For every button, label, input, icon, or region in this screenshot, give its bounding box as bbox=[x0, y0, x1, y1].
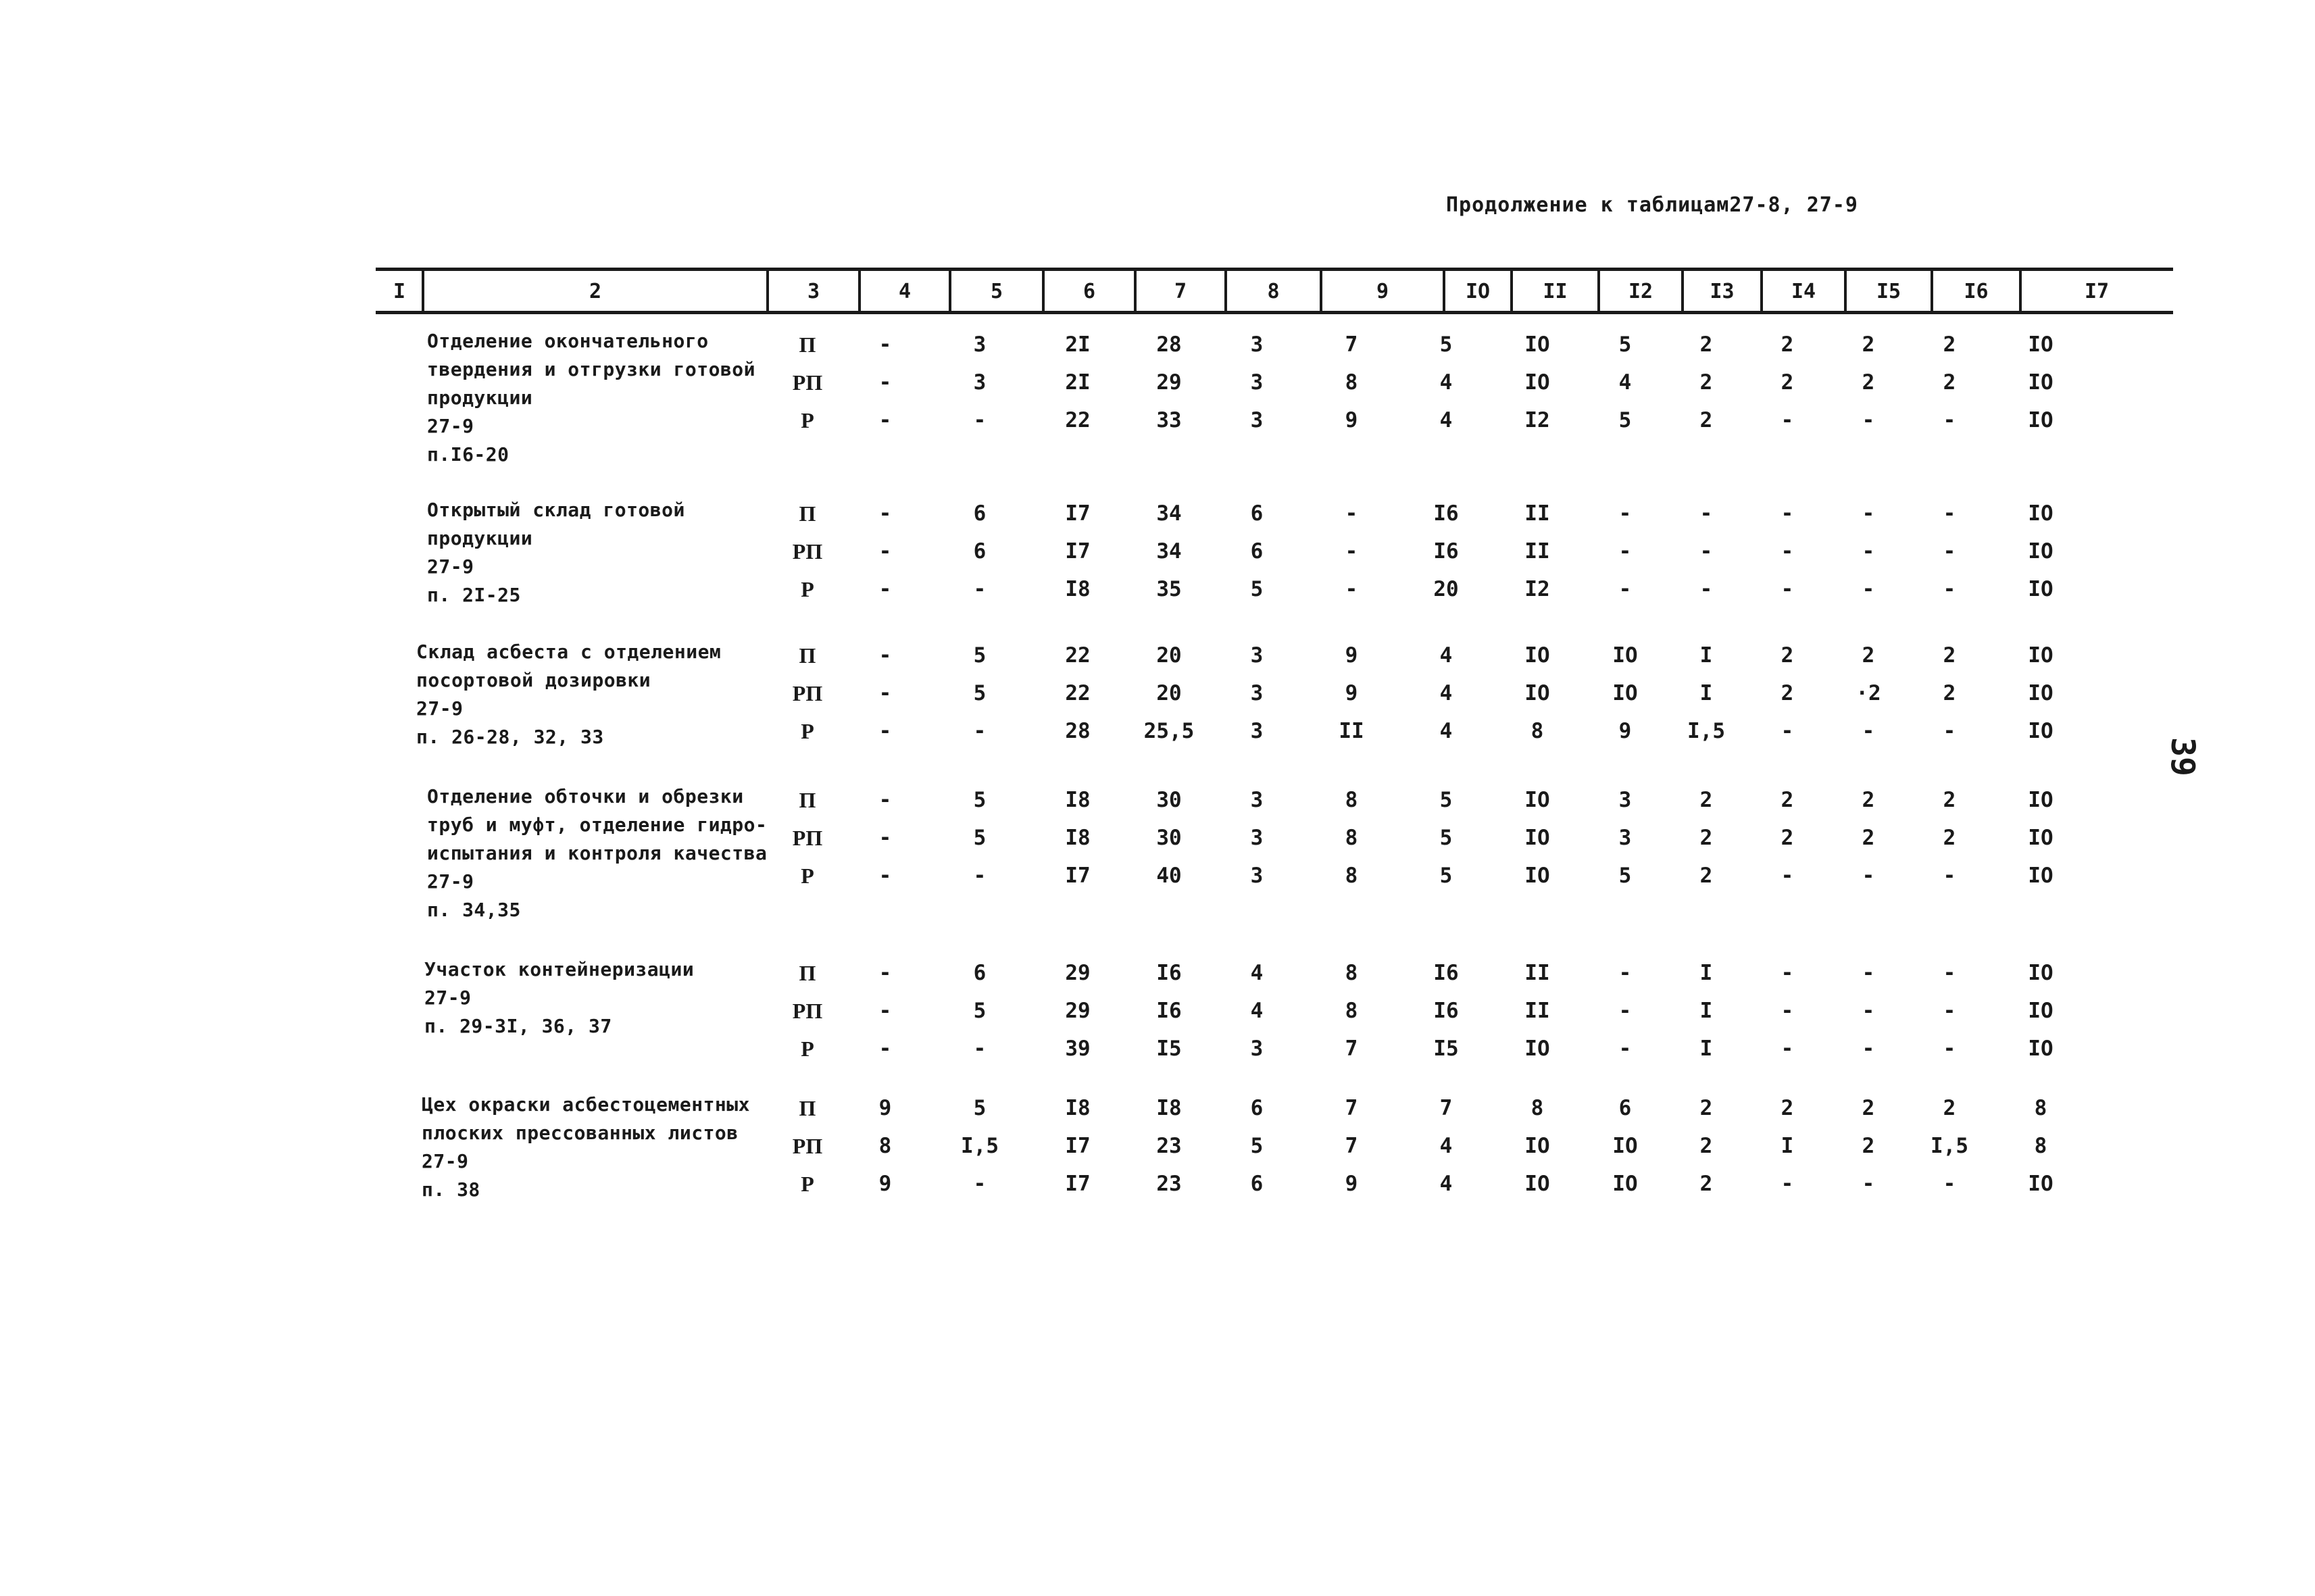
table-cell: IO bbox=[2028, 826, 2053, 850]
row-type-label: Р bbox=[801, 719, 814, 743]
table-cell: 2 bbox=[1943, 826, 1956, 850]
table-cell: 2I bbox=[1065, 332, 1091, 357]
table-cell: IO bbox=[1524, 788, 1550, 812]
column-header-4: 4 bbox=[898, 280, 912, 303]
table-cell: IO bbox=[1524, 1172, 1550, 1196]
table-cell: 25,5 bbox=[1143, 719, 1195, 743]
table-cell: IO bbox=[1612, 681, 1638, 705]
table-cell: - bbox=[1862, 1172, 1875, 1196]
table-cell: 5 bbox=[1618, 408, 1632, 432]
row-description: Цех окраски асбестоцементных плоских прессованных листов 27-9 п. 38 bbox=[422, 1093, 751, 1201]
table-cell: - bbox=[1781, 501, 1794, 526]
table-cell: 5 bbox=[973, 681, 987, 705]
table-cell: 2 bbox=[1699, 408, 1713, 432]
row-type-label: РП bbox=[792, 370, 823, 395]
table-cell: I2 bbox=[1524, 577, 1550, 601]
table-cell: 30 bbox=[1156, 788, 1182, 812]
table-cell: 7 bbox=[1345, 1096, 1358, 1120]
table-cell: 9 bbox=[1345, 643, 1358, 668]
table-cell: - bbox=[1781, 539, 1794, 564]
table-cell: 2 bbox=[1862, 643, 1875, 668]
table-cell: 3 bbox=[1250, 408, 1264, 432]
table-cell: - bbox=[1618, 961, 1632, 985]
table-cell: - bbox=[973, 1172, 987, 1196]
table-cell: 34 bbox=[1156, 539, 1182, 564]
table-cell: 22 bbox=[1065, 681, 1091, 705]
table-cell: 5 bbox=[973, 1096, 987, 1120]
column-header-5: 5 bbox=[990, 280, 1003, 303]
table-cell: 4 bbox=[1439, 681, 1453, 705]
table-cell: IO bbox=[2028, 961, 2053, 985]
table-cell: 20 bbox=[1433, 577, 1459, 601]
table-cell: - bbox=[878, 681, 892, 705]
table-cell: 3 bbox=[1250, 719, 1264, 743]
table-cell: II bbox=[1524, 539, 1550, 564]
column-header-9: 9 bbox=[1376, 280, 1389, 303]
row-type-label: Р bbox=[801, 408, 814, 432]
table-cell: 3 bbox=[1250, 643, 1264, 668]
table-cell: IO bbox=[1524, 332, 1550, 357]
table-cell: I6 bbox=[1156, 999, 1182, 1023]
table-cell: I6 bbox=[1156, 961, 1182, 985]
table-cell: 3 bbox=[1250, 1037, 1264, 1061]
table-cell: 3 bbox=[1250, 788, 1264, 812]
table-cell: - bbox=[878, 826, 892, 850]
table-cell: - bbox=[1862, 719, 1875, 743]
table-cell: I,5 bbox=[1687, 719, 1725, 743]
table-cell: 8 bbox=[878, 1134, 892, 1158]
table-cell: I6 bbox=[1433, 539, 1459, 564]
table-cell: 2 bbox=[1699, 332, 1713, 357]
table-cell: IO bbox=[2028, 577, 2053, 601]
table-cell: I6 bbox=[1433, 501, 1459, 526]
table-cell: - bbox=[1345, 539, 1358, 564]
table-cell: II bbox=[1339, 719, 1364, 743]
table-cell: IO bbox=[1612, 643, 1638, 668]
table-cell: 6 bbox=[973, 539, 987, 564]
table-cell: I8 bbox=[1065, 788, 1091, 812]
table-cell: - bbox=[878, 788, 892, 812]
column-header-17: I7 bbox=[2084, 280, 2110, 303]
table-cell: 2 bbox=[1781, 788, 1794, 812]
table-cell: 2 bbox=[1862, 1096, 1875, 1120]
table-cell: - bbox=[878, 961, 892, 985]
table-cell: I6 bbox=[1433, 961, 1459, 985]
table-cell: 9 bbox=[1345, 1172, 1358, 1196]
table-cell: 5 bbox=[1618, 864, 1632, 888]
table-cell: - bbox=[1699, 539, 1713, 564]
table-cell: 22 bbox=[1065, 408, 1091, 432]
table-cell: IO bbox=[2028, 643, 2053, 668]
table-cell: 5 bbox=[1439, 332, 1453, 357]
table-cell: - bbox=[973, 1037, 987, 1061]
table-cell: - bbox=[878, 408, 892, 432]
table-cell: 5 bbox=[1618, 332, 1632, 357]
table-cell: - bbox=[1699, 501, 1713, 526]
table-cell: I,5 bbox=[1931, 1134, 1968, 1158]
table-cell: 2 bbox=[1943, 681, 1956, 705]
table-cell: 2 bbox=[1943, 370, 1956, 395]
table-cell: ·2 bbox=[1856, 681, 1881, 705]
table-cell: - bbox=[1618, 501, 1632, 526]
table-cell: 39 bbox=[1065, 1037, 1091, 1061]
table-cell: I8 bbox=[1065, 577, 1091, 601]
table-cell: 3 bbox=[1250, 864, 1264, 888]
table-cell: - bbox=[1943, 408, 1956, 432]
table-cell: - bbox=[1862, 961, 1875, 985]
table-cell: I bbox=[1699, 643, 1713, 668]
table-cell: 2 bbox=[1699, 1096, 1713, 1120]
table-cell: 22 bbox=[1065, 643, 1091, 668]
table-cell: IO bbox=[2028, 501, 2053, 526]
table-cell: 2 bbox=[1781, 332, 1794, 357]
row-description: Отделение окончательного твердения и отгрузки готовой продукции 27-9 п.I6-20 bbox=[427, 330, 756, 466]
table-cell: IO bbox=[2028, 539, 2053, 564]
table-cell: 6 bbox=[1250, 501, 1264, 526]
page-number: 39 bbox=[2164, 737, 2201, 776]
table-cell: 8 bbox=[1345, 370, 1358, 395]
table-cell: 23 bbox=[1156, 1172, 1182, 1196]
table-cell: IO bbox=[1524, 826, 1550, 850]
table-cell: 5 bbox=[973, 826, 987, 850]
row-type-label: Р bbox=[801, 1172, 814, 1196]
column-header-7: 7 bbox=[1174, 280, 1187, 303]
row-type-label: П bbox=[799, 961, 816, 985]
table-cell: - bbox=[1781, 408, 1794, 432]
column-header-12: I2 bbox=[1628, 280, 1653, 303]
table-cell: - bbox=[878, 719, 892, 743]
table-cell: - bbox=[878, 370, 892, 395]
table-cell: - bbox=[1862, 999, 1875, 1023]
table-cell: 29 bbox=[1065, 999, 1091, 1023]
table-cell: - bbox=[1618, 999, 1632, 1023]
table-cell: 8 bbox=[1345, 999, 1358, 1023]
table-cell: - bbox=[878, 1037, 892, 1061]
table-cell: - bbox=[878, 577, 892, 601]
table-cell: 8 bbox=[1530, 719, 1544, 743]
table-cell: 5 bbox=[1439, 788, 1453, 812]
table-cell: I7 bbox=[1065, 1134, 1091, 1158]
table-cell: - bbox=[878, 501, 892, 526]
table-cell: - bbox=[878, 332, 892, 357]
table-cell: IO bbox=[1524, 370, 1550, 395]
table-cell: 2 bbox=[1862, 826, 1875, 850]
table-cell: 4 bbox=[1439, 370, 1453, 395]
table-cell: 9 bbox=[1345, 408, 1358, 432]
table-cell: 23 bbox=[1156, 1134, 1182, 1158]
table-cell: 2 bbox=[1699, 1134, 1713, 1158]
table-cell: 8 bbox=[1345, 826, 1358, 850]
table-cell: - bbox=[973, 719, 987, 743]
table-cell: I bbox=[1699, 1037, 1713, 1061]
table-cell: IO bbox=[2028, 332, 2053, 357]
table-cell: IO bbox=[1524, 643, 1550, 668]
table-cell: IO bbox=[2028, 681, 2053, 705]
table-cell: 6 bbox=[973, 961, 987, 985]
table-cell: 4 bbox=[1439, 719, 1453, 743]
table-cell: II bbox=[1524, 961, 1550, 985]
table-cell: 3 bbox=[1250, 332, 1264, 357]
table-cell: 5 bbox=[973, 999, 987, 1023]
column-header-13: I3 bbox=[1710, 280, 1735, 303]
table-cell: - bbox=[1862, 539, 1875, 564]
table-cell: IO bbox=[1524, 864, 1550, 888]
table-cell: 8 bbox=[1345, 961, 1358, 985]
table-cell: 5 bbox=[1439, 864, 1453, 888]
table-cell: 3 bbox=[973, 370, 987, 395]
table-cell: - bbox=[1345, 501, 1358, 526]
table-cell: - bbox=[1943, 1172, 1956, 1196]
table-cell: 2 bbox=[1862, 788, 1875, 812]
table-cell: 2I bbox=[1065, 370, 1091, 395]
table-cell: I8 bbox=[1065, 826, 1091, 850]
table-cell: IO bbox=[2028, 370, 2053, 395]
table-cell: IO bbox=[1524, 681, 1550, 705]
row-type-label: П bbox=[799, 501, 816, 526]
table-cell: 2 bbox=[1699, 370, 1713, 395]
table-cell: I7 bbox=[1065, 864, 1091, 888]
table-cell: 8 bbox=[2034, 1134, 2047, 1158]
table-cell: - bbox=[1618, 1037, 1632, 1061]
table-cell: - bbox=[1943, 539, 1956, 564]
row-type-label: Р bbox=[801, 1037, 814, 1061]
table-cell: 2 bbox=[1943, 788, 1956, 812]
column-header-6: 6 bbox=[1082, 280, 1096, 303]
table-cell: 9 bbox=[878, 1096, 892, 1120]
table-cell: 33 bbox=[1156, 408, 1182, 432]
table-cell: 2 bbox=[1699, 788, 1713, 812]
row-type-label: РП bbox=[792, 826, 823, 850]
table-cell: I bbox=[1699, 961, 1713, 985]
table-cell: 2 bbox=[1943, 332, 1956, 357]
table-cell: - bbox=[1781, 864, 1794, 888]
table-cell: I bbox=[1699, 681, 1713, 705]
table-cell: 6 bbox=[973, 501, 987, 526]
table-cell: I bbox=[1781, 1134, 1794, 1158]
table-cell: 2 bbox=[1781, 1096, 1794, 1120]
table-cell: 9 bbox=[1345, 681, 1358, 705]
table-cell: 2 bbox=[1699, 826, 1713, 850]
table-cell: 6 bbox=[1250, 1172, 1264, 1196]
table-cell: 2 bbox=[1862, 1134, 1875, 1158]
table-cell: IO bbox=[1524, 1037, 1550, 1061]
row-description: Открытый склад готовой продукции 27-9 п. 2I-25 bbox=[427, 499, 685, 606]
table-cell: 7 bbox=[1345, 1037, 1358, 1061]
table-cell: 5 bbox=[1250, 577, 1264, 601]
table-cell: 5 bbox=[973, 643, 987, 668]
table-top-rule bbox=[376, 268, 2173, 271]
table-cell: - bbox=[973, 864, 987, 888]
table-cell: - bbox=[1943, 577, 1956, 601]
table-cell: I7 bbox=[1065, 1172, 1091, 1196]
table-cell: - bbox=[1618, 539, 1632, 564]
column-header-10: IO bbox=[1465, 280, 1491, 303]
table-cell: - bbox=[1862, 864, 1875, 888]
table-cell: IO bbox=[2028, 719, 2053, 743]
table-cell: - bbox=[1618, 577, 1632, 601]
table-cell: IO bbox=[2028, 408, 2053, 432]
table-cell: I2 bbox=[1524, 408, 1550, 432]
table-cell: 2 bbox=[1862, 332, 1875, 357]
column-header-3: 3 bbox=[807, 280, 820, 303]
table-cell: IO bbox=[1524, 1134, 1550, 1158]
table-cell: - bbox=[878, 864, 892, 888]
table-cell: 35 bbox=[1156, 577, 1182, 601]
table-cell: - bbox=[1781, 577, 1794, 601]
row-type-label: Р bbox=[801, 577, 814, 601]
row-description: Склад асбеста с отделением посортовой дозировки 27-9 п. 26-28, 32, 33 bbox=[416, 641, 722, 748]
table-cell: - bbox=[973, 577, 987, 601]
table-cell: 2 bbox=[1862, 370, 1875, 395]
table-cell: 4 bbox=[1439, 643, 1453, 668]
table-cell: - bbox=[1943, 999, 1956, 1023]
table-cell: 34 bbox=[1156, 501, 1182, 526]
row-type-label: РП bbox=[792, 1134, 823, 1158]
table-cell: - bbox=[1943, 1037, 1956, 1061]
table-cell: I7 bbox=[1065, 539, 1091, 564]
table-cell: IO bbox=[2028, 999, 2053, 1023]
column-header-15: I5 bbox=[1876, 280, 1901, 303]
table-cell: IO bbox=[2028, 1037, 2053, 1061]
table-cell: 28 bbox=[1065, 719, 1091, 743]
table-cell: 2 bbox=[1781, 681, 1794, 705]
table-cell: 20 bbox=[1156, 643, 1182, 668]
table-cell: 4 bbox=[1439, 408, 1453, 432]
table-cell: 2 bbox=[1699, 1172, 1713, 1196]
table-cell: 3 bbox=[1618, 826, 1632, 850]
table-cell: 4 bbox=[1439, 1134, 1453, 1158]
table-cell: 8 bbox=[1345, 864, 1358, 888]
table-cell: - bbox=[1781, 1037, 1794, 1061]
row-type-label: П bbox=[799, 332, 816, 357]
table-cell: - bbox=[878, 643, 892, 668]
table-cell: - bbox=[1943, 864, 1956, 888]
table-cell: 7 bbox=[1345, 1134, 1358, 1158]
table-cell: 2 bbox=[1699, 864, 1713, 888]
table-cell: 7 bbox=[1345, 332, 1358, 357]
table-cell: - bbox=[1862, 577, 1875, 601]
table-cell: 5 bbox=[1250, 1134, 1264, 1158]
table-cell: 6 bbox=[1250, 539, 1264, 564]
table-cell: I8 bbox=[1156, 1096, 1182, 1120]
table-cell: 2 bbox=[1943, 643, 1956, 668]
table-cell: - bbox=[1862, 1037, 1875, 1061]
row-type-label: П bbox=[799, 788, 816, 812]
table-cell: IO bbox=[2028, 788, 2053, 812]
row-type-label: РП bbox=[792, 539, 823, 564]
row-type-label: РП bbox=[792, 681, 823, 705]
column-header-1: I bbox=[393, 280, 406, 303]
table-cell: 29 bbox=[1156, 370, 1182, 395]
table-cell: 2 bbox=[1781, 643, 1794, 668]
table-cell: - bbox=[878, 539, 892, 564]
table-cell: 8 bbox=[2034, 1096, 2047, 1120]
table-cell: 7 bbox=[1439, 1096, 1453, 1120]
table-cell: 4 bbox=[1250, 961, 1264, 985]
table-cell: 30 bbox=[1156, 826, 1182, 850]
table-cell: 3 bbox=[1250, 826, 1264, 850]
table-cell: 4 bbox=[1618, 370, 1632, 395]
table-cell: 6 bbox=[1250, 1096, 1264, 1120]
table-cell: - bbox=[1781, 961, 1794, 985]
row-description: Отделение обточки и обрезки труб и муфт, отделение гидро- испытания и контроля качества 27-9 п. 34,35 bbox=[427, 785, 768, 921]
table-cell: I bbox=[1699, 999, 1713, 1023]
table-cell: 4 bbox=[1250, 999, 1264, 1023]
table-cell: 3 bbox=[973, 332, 987, 357]
table-caption: Продолжение к таблицам27-8, 27-9 bbox=[1446, 193, 1858, 217]
table-cell: I7 bbox=[1065, 501, 1091, 526]
column-header-16: I6 bbox=[1964, 280, 1989, 303]
table-cell: IO bbox=[1612, 1134, 1638, 1158]
table-cell: 5 bbox=[1439, 826, 1453, 850]
table-cell: II bbox=[1524, 501, 1550, 526]
column-header-14: I4 bbox=[1791, 280, 1816, 303]
table-cell: 2 bbox=[1943, 1096, 1956, 1120]
column-header-11: II bbox=[1543, 280, 1568, 303]
table-cell: 9 bbox=[1618, 719, 1632, 743]
table-cell: - bbox=[1862, 408, 1875, 432]
table-cell: - bbox=[878, 999, 892, 1023]
table-cell: - bbox=[973, 408, 987, 432]
row-type-label: РП bbox=[792, 999, 823, 1023]
table-cell: 6 bbox=[1618, 1096, 1632, 1120]
table-cell: - bbox=[1943, 501, 1956, 526]
table-cell: 29 bbox=[1065, 961, 1091, 985]
table-cell: I6 bbox=[1433, 999, 1459, 1023]
table-cell: 20 bbox=[1156, 681, 1182, 705]
table-cell: IO bbox=[2028, 1172, 2053, 1196]
table-cell: 3 bbox=[1618, 788, 1632, 812]
table-cell: - bbox=[1862, 501, 1875, 526]
table-cell: 2 bbox=[1781, 826, 1794, 850]
table-cell: - bbox=[1345, 577, 1358, 601]
table-cell: 28 bbox=[1156, 332, 1182, 357]
column-header-2: 2 bbox=[589, 280, 602, 303]
table-cell: 9 bbox=[878, 1172, 892, 1196]
table-cell: 4 bbox=[1439, 1172, 1453, 1196]
table-cell: - bbox=[1781, 1172, 1794, 1196]
table-cell: I,5 bbox=[961, 1134, 999, 1158]
row-type-label: П bbox=[799, 643, 816, 668]
table-cell: 8 bbox=[1345, 788, 1358, 812]
table-cell: - bbox=[1781, 999, 1794, 1023]
row-type-label: П bbox=[799, 1096, 816, 1120]
row-type-label: Р bbox=[801, 864, 814, 888]
table-cell: 5 bbox=[973, 788, 987, 812]
table-cell: 2 bbox=[1781, 370, 1794, 395]
table-cell: I8 bbox=[1065, 1096, 1091, 1120]
table-cell: I5 bbox=[1156, 1037, 1182, 1061]
table-header-rule bbox=[376, 311, 2173, 314]
table-cell: IO bbox=[1612, 1172, 1638, 1196]
table-cell: - bbox=[1781, 719, 1794, 743]
table-cell: 3 bbox=[1250, 681, 1264, 705]
table-cell: 3 bbox=[1250, 370, 1264, 395]
column-header-8: 8 bbox=[1267, 280, 1280, 303]
table-cell: - bbox=[1699, 577, 1713, 601]
table-cell: - bbox=[1943, 961, 1956, 985]
table-cell: - bbox=[1943, 719, 1956, 743]
table-cell: II bbox=[1524, 999, 1550, 1023]
table-cell: IO bbox=[2028, 864, 2053, 888]
table-cell: I5 bbox=[1433, 1037, 1459, 1061]
row-description: Участок контейнеризации 27-9 п. 29-3I, 36, 37 bbox=[424, 958, 695, 1037]
table-cell: 8 bbox=[1530, 1096, 1544, 1120]
table-cell: 40 bbox=[1156, 864, 1182, 888]
